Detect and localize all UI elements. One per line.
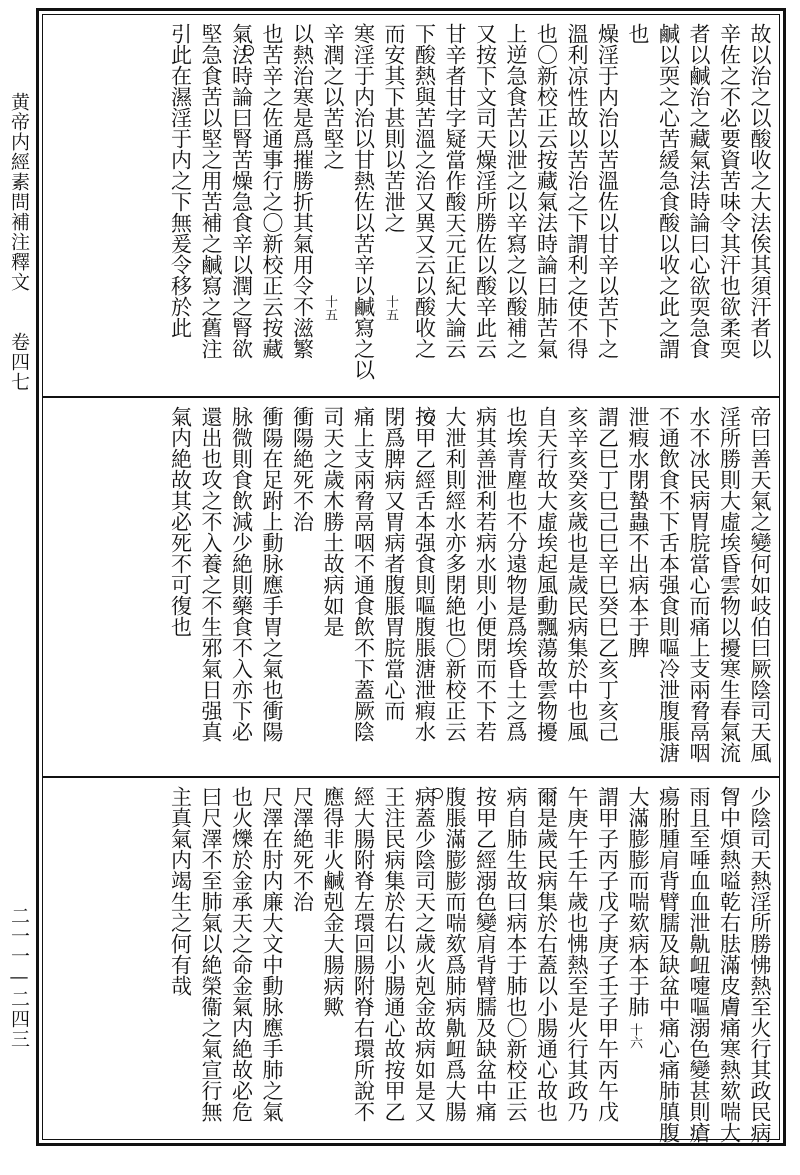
- text-column: [409, 778, 440, 1142]
- text-column: [165, 778, 196, 1142]
- column-text: 辛潤之以苦堅之: [321, 23, 345, 170]
- column-text: 謂乙巳丁巳己巳辛巳癸巳乙亥丁亥己: [595, 406, 620, 742]
- column-text: 堅急食苦以堅之用苦補之鹹寫之舊注: [199, 23, 223, 359]
- column-text: 曰尺澤不至肺氣以絶榮衞之氣宣行無: [199, 786, 223, 1122]
- text-column: [623, 15, 654, 396]
- text-band-3: [43, 778, 779, 1142]
- text-column: [684, 398, 715, 776]
- text-column: [470, 398, 501, 776]
- text-column: [714, 15, 745, 396]
- text-column: [470, 15, 501, 396]
- text-column: [653, 15, 684, 396]
- column-text: 故以治之以酸收之大法俟其須汗者以: [748, 23, 772, 359]
- text-column: [379, 778, 410, 1142]
- text-column: [348, 778, 379, 1142]
- column-text: 按甲乙經溺色變肩背臂臑及缺盆中痛: [473, 786, 498, 1122]
- volume-label: 卷四七: [8, 332, 30, 392]
- column-text: 也火爍於金承天之命金氣内絶故必危: [229, 786, 254, 1122]
- text-column: [257, 15, 288, 396]
- column-text: 胷中煩熱嗌乾右胠滿皮膚痛寒熱欬喘大: [717, 786, 742, 1143]
- column-text: 衝陽絶死不治: [290, 406, 315, 532]
- column-text: 也苦辛之佐通事行之〇新校正云按藏: [260, 23, 284, 359]
- text-column: [348, 15, 379, 396]
- column-text: 還出也攻之不入養之不生邪氣日强真: [199, 406, 223, 742]
- column-text: 衝陽在足跗上動脉應手胃之氣也衝陽: [260, 406, 284, 742]
- column-text: 水不冰民病胃脘當心而痛上支兩脅鬲咽: [687, 406, 711, 763]
- text-column: [501, 15, 532, 396]
- column-text: 又按下文司天燥淫所勝佐以酸辛此云: [473, 23, 498, 359]
- column-text: 者以鹹治之藏氣法時論曰心欲耎急食: [687, 23, 711, 359]
- band-2-columns: [165, 398, 775, 776]
- column-text: 午庚午壬午歲也怫熱至是火行其政乃: [565, 786, 589, 1122]
- column-text: 也: [626, 23, 650, 44]
- text-column: [226, 15, 257, 396]
- column-text: 不通飲食不下舌本强食則嘔冷泄腹脹溏: [656, 406, 681, 763]
- column-text: 司天之歲木勝土故病如是: [321, 406, 345, 637]
- text-column: [287, 398, 318, 776]
- text-column: [531, 15, 562, 396]
- column-text: 爾是歲民病集於右蓋以小腸通心故也: [534, 786, 559, 1122]
- text-column: [318, 778, 349, 1142]
- column-text: 瘍胕腫肩背臂臑及缺盆中痛心痛肺䐜腹: [656, 786, 681, 1143]
- section-circle-mark: [432, 788, 443, 799]
- text-column: [745, 15, 776, 396]
- column-text: 也〇新校正云按藏氣法時論曰肺苦氣: [534, 23, 559, 359]
- text-column: [196, 398, 227, 776]
- text-column: [562, 398, 593, 776]
- column-text: 大泄利則經水亦多閉絶也〇新校正云: [443, 406, 467, 742]
- column-text: 閉爲脾病又胃病者腹脹胃脘當心而: [382, 406, 406, 721]
- text-column: [440, 398, 471, 776]
- text-column: [470, 778, 501, 1142]
- text-column: [409, 398, 440, 776]
- text-column: [318, 398, 349, 776]
- text-column: [196, 778, 227, 1142]
- column-text: 而安其下甚則以苦泄之: [382, 23, 406, 233]
- column-text: 病其善泄利若病水則小便閉而不下若: [473, 406, 498, 742]
- text-column: [531, 398, 562, 776]
- column-text: 腹脹滿膨膨而喘欬爲肺病鼽衄爲大腸: [443, 786, 467, 1122]
- text-column: [714, 778, 745, 1142]
- leaf-mark: 十五: [383, 295, 398, 321]
- text-column: [684, 778, 715, 1142]
- column-text: 燥淫于内治以苦溫佐以甘辛以苦下之: [595, 23, 620, 359]
- text-column: [440, 778, 471, 1142]
- column-text: 引此在濕淫于内之下無爰令移於此: [168, 23, 193, 338]
- text-column: [348, 398, 379, 776]
- column-text: 氣法時論曰腎苦燥急食辛以潤之腎欲: [229, 23, 254, 359]
- column-text: 以熱治寒是爲摧勝折其氣用令不滋繁: [290, 23, 315, 359]
- column-text: 自天行故大虛埃起風動飄蕩故雲物擾: [534, 406, 559, 742]
- text-column: [318, 15, 349, 396]
- column-text: 主真氣内竭生之何有哉: [168, 786, 193, 996]
- column-text: 氣内絶故其必死不可復也: [168, 406, 193, 637]
- text-column: [684, 15, 715, 396]
- column-text: 甘辛者甘字疑當作酸天元正紀大論云: [443, 23, 467, 359]
- column-text: 下酸熱與苦溫之治又異又云以酸收之: [412, 23, 437, 359]
- text-column: [165, 15, 196, 396]
- text-column: [623, 398, 654, 776]
- column-text: 大滿膨膨而喘欬病本于肺: [626, 786, 650, 1017]
- text-column: [379, 15, 410, 396]
- column-text: 王注民病集於右以小腸通心故按甲乙: [382, 786, 406, 1122]
- column-text: 溫利凉性故以苦治之下謂利之使不得: [565, 23, 589, 359]
- column-text: 泄瘕水閉蟄蟲不出病本于脾: [626, 406, 650, 658]
- section-circle-mark: [243, 45, 254, 56]
- column-text: 痛上支兩脅鬲咽不通食飲不下蓋厥陰: [351, 406, 376, 742]
- column-text: 鹹以耎之心苦緩急食酸以收之此之謂: [656, 23, 681, 359]
- column-text: 少陰司天熱淫所勝怫熱至火行其政民病: [748, 786, 772, 1143]
- text-column: [501, 398, 532, 776]
- page-frame: [36, 8, 786, 1146]
- text-column: [531, 778, 562, 1142]
- column-text: 淫所勝則大虛埃昏雲物以擾寒生春氣流: [717, 406, 742, 763]
- column-text: 尺澤絶死不治: [290, 786, 315, 912]
- text-column: [287, 778, 318, 1142]
- column-text: 病自肺生故曰病本于肺也〇新校正云: [504, 786, 528, 1122]
- column-text: 謂甲子丙子戊子庚子壬子甲午丙午戊: [595, 786, 620, 1122]
- column-text: 寒淫于内治以甘熱佐以苦辛以鹹寫之以: [351, 23, 376, 380]
- text-column: [562, 15, 593, 396]
- column-text: 帝曰善天氣之變何如岐伯曰厥陰司天風: [748, 406, 772, 763]
- text-column: [287, 15, 318, 396]
- band-3-columns: [165, 778, 775, 1142]
- leaf-mark: 十五: [322, 295, 337, 321]
- column-text: 按甲乙經舌本强食則嘔腹脹溏泄瘕水: [412, 406, 437, 742]
- section-circle-mark: [424, 412, 435, 423]
- text-column: [592, 398, 623, 776]
- text-column: [653, 778, 684, 1142]
- text-column: [623, 778, 654, 1142]
- text-column: [562, 778, 593, 1142]
- column-text: 應得非火鹹剋金大腸病歟: [321, 786, 345, 1017]
- book-title: 黄帝内經素問補注釋文: [8, 92, 30, 292]
- text-column: [226, 778, 257, 1142]
- text-band-1: [43, 15, 779, 398]
- text-column: [745, 778, 776, 1142]
- text-column: [714, 398, 745, 776]
- column-text: 雨且至唾血血泄鼽衄嚏嘔溺色變甚則瘡: [687, 786, 711, 1143]
- text-column: [653, 398, 684, 776]
- text-column: [196, 15, 227, 396]
- column-text: 尺澤在肘内廉大文中動脉應手肺之氣: [260, 786, 284, 1122]
- text-column: [257, 778, 288, 1142]
- text-column: [226, 398, 257, 776]
- column-text: 也埃青塵也不分遠物是爲埃昏土之爲: [504, 406, 528, 742]
- text-column: [165, 398, 196, 776]
- column-text: 上逆急食苦以泄之以辛寫之以酸補之: [504, 23, 528, 359]
- page-number: 二一一—二四三: [8, 906, 30, 1049]
- column-text: 脉微則食飲減少絶則藥食不入亦下必: [229, 406, 254, 742]
- text-column: [592, 15, 623, 396]
- text-column: [501, 778, 532, 1142]
- text-column: [409, 15, 440, 396]
- text-column: [592, 778, 623, 1142]
- text-band-2: [43, 398, 779, 778]
- text-column: [257, 398, 288, 776]
- column-text: 亥辛亥癸亥歲也是歲民病集於中也風: [565, 406, 589, 742]
- column-text: 病蓋少陰司天之歲火剋金故病如是又: [412, 786, 437, 1122]
- text-column: [745, 398, 776, 776]
- leaf-mark: 十六: [627, 1023, 642, 1049]
- column-text: 辛佐之不必要資苦味令其汗也欲柔耎: [717, 23, 742, 359]
- column-text: 經大腸附脊左環回腸附脊右環所說不: [351, 786, 376, 1122]
- text-column: [440, 15, 471, 396]
- band-1-columns: [165, 15, 775, 396]
- text-column: [379, 398, 410, 776]
